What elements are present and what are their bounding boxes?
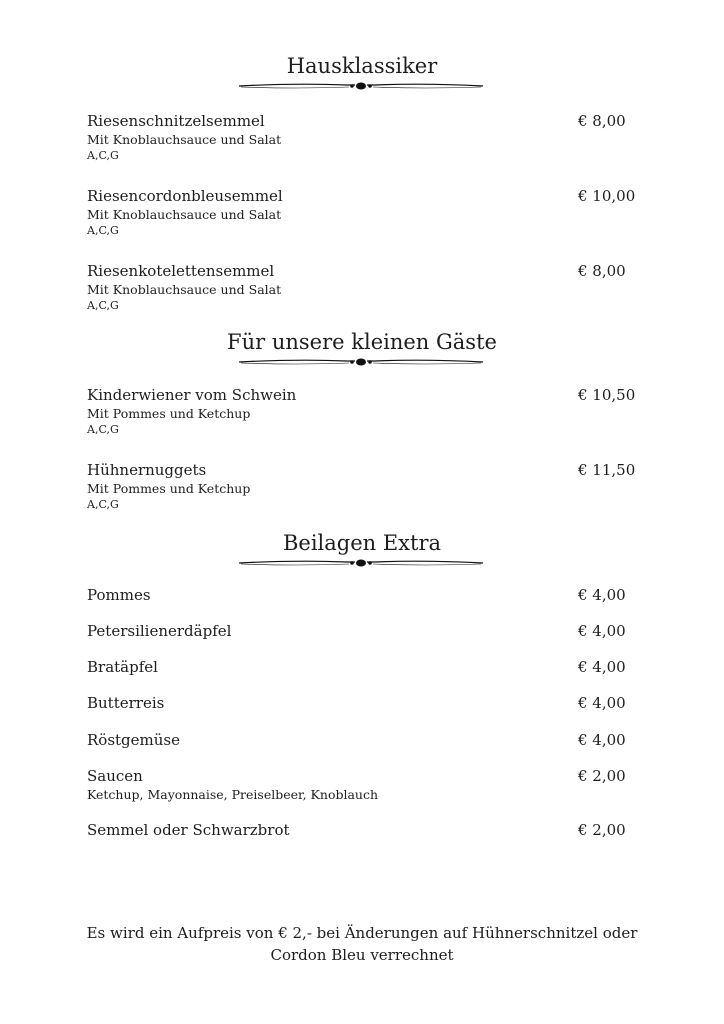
- item-price: € 8,00: [578, 112, 626, 130]
- side-item: [87, 820, 647, 840]
- item-price: € 4,00: [578, 731, 626, 749]
- item-description: Ketchup, Mayonnaise, Preiselbeer, Knoblauch: [87, 787, 379, 802]
- item-description: Mit Knoblauchsauce und Salat: [87, 282, 282, 297]
- item-name: Bratäpfel: [87, 658, 158, 676]
- item-name: Saucen: [87, 767, 143, 785]
- surcharge-note-line-2: Cordon Bleu verrechnet: [270, 946, 454, 964]
- item-name: Butterreis: [87, 694, 165, 712]
- item-description: Mit Knoblauchsauce und Salat: [87, 132, 282, 147]
- item-price: € 4,00: [578, 694, 626, 712]
- item-name: Riesencordonbleusemmel: [87, 187, 283, 205]
- menu-item: [87, 385, 647, 437]
- menu-item: [87, 186, 647, 238]
- ornamental-divider-icon: [237, 80, 485, 92]
- item-name: Semmel oder Schwarzbrot: [87, 821, 290, 839]
- item-price: € 2,00: [578, 767, 626, 785]
- item-name: Petersilienerdäpfel: [87, 622, 232, 640]
- menu-item: [87, 261, 647, 313]
- ornamental-divider-icon: [237, 356, 485, 368]
- item-name: Pommes: [87, 586, 151, 604]
- item-price: € 4,00: [578, 586, 626, 604]
- section-title-hausklassiker: Hausklassiker: [286, 54, 438, 78]
- ornamental-divider-icon: [237, 557, 485, 569]
- item-price: € 10,50: [578, 386, 636, 404]
- item-name: Röstgemüse: [87, 731, 180, 749]
- menu-item: [87, 460, 647, 512]
- surcharge-note: [62, 922, 662, 966]
- item-allergens: A,C,G: [87, 149, 119, 162]
- side-item: [87, 657, 647, 677]
- item-allergens: A,C,G: [87, 423, 119, 436]
- item-price: € 4,00: [578, 622, 626, 640]
- item-description: Mit Knoblauchsauce und Salat: [87, 207, 282, 222]
- item-price: € 2,00: [578, 821, 626, 839]
- item-allergens: A,C,G: [87, 498, 119, 511]
- side-item: [87, 585, 647, 605]
- side-item: [87, 621, 647, 641]
- item-price: € 8,00: [578, 262, 626, 280]
- side-item: [87, 693, 647, 713]
- section-title-beilagen: Beilagen Extra: [282, 531, 442, 555]
- item-price: € 4,00: [578, 658, 626, 676]
- side-item: [87, 730, 647, 750]
- menu-item: [87, 111, 647, 163]
- side-item: [87, 766, 647, 803]
- item-name: Hühnernuggets: [87, 461, 207, 479]
- item-description: Mit Pommes und Ketchup: [87, 406, 251, 421]
- item-allergens: A,C,G: [87, 224, 119, 237]
- item-description: Mit Pommes und Ketchup: [87, 481, 251, 496]
- surcharge-note-line-1: Es wird ein Aufpreis von € 2,- bei Änderungen auf Hühnerschnitzel oder: [86, 924, 638, 942]
- item-name: Riesenkotelettensemmel: [87, 262, 275, 280]
- item-name: Kinderwiener vom Schwein: [87, 386, 297, 404]
- item-allergens: A,C,G: [87, 299, 119, 312]
- item-price: € 11,50: [578, 461, 636, 479]
- section-title-kids: Für unsere kleinen Gäste: [227, 330, 497, 354]
- item-price: € 10,00: [578, 187, 636, 205]
- item-name: Riesenschnitzelsemmel: [87, 112, 265, 130]
